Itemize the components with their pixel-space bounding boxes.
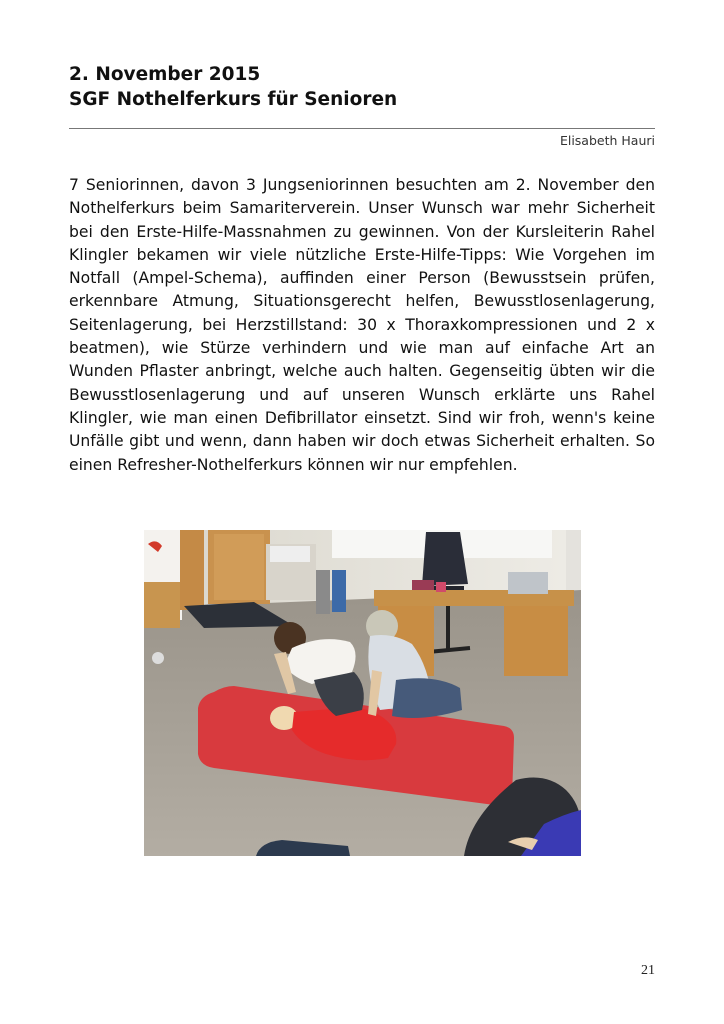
article-title: SGF Nothelferkurs für Senioren	[69, 89, 398, 110]
title-divider	[69, 128, 655, 129]
article-heading	[69, 62, 397, 112]
article-date: 2. November 2015	[69, 64, 261, 85]
first-aid-course-photo	[144, 530, 581, 856]
article-body: 7 Seniorinnen, davon 3 Jungseniorinnen besuchten am 2. November den Nothelferkurs beim Samariterverein. Unser Wunsch war mehr Sicherheit bei den Erste-Hilfe-Massnahmen zu gewinnen. Von der Kursleiterin Rahel Klingler bekamen wir viele nützliche Erste-Hilfe-Tipps: Wie Vorgehen im Notfall (Ampel-Schema), auffinden einer Person (Bewusstsein prüfen, erkennbare Atmung, Situationsgerecht helfen, Bewusstlosenlagerung, Seitenlagerung, bei Herzstillstand: 30 x Thoraxkompressionen und 2 x beatmen), wie Stürze verhindern und wie man auf einfache Art an Wunden Pflaster anbringt, welche auch halten. Gegenseitig übten wir die Bewusstlosenlagerung und auf unseren Wunsch erklärte uns Rahel Klingler, wie man einen Defibrillator einsetzt. Sind wir froh, wenn's keine Unfälle gibt und wenn, dann haben wir doch etwas Sicherheit erhalten. So einen Refresher-Nothelferkurs können wir nur empfehlen.	[69, 176, 655, 474]
page-number: 21	[641, 963, 655, 978]
author-name: Elisabeth Hauri	[559, 133, 655, 148]
